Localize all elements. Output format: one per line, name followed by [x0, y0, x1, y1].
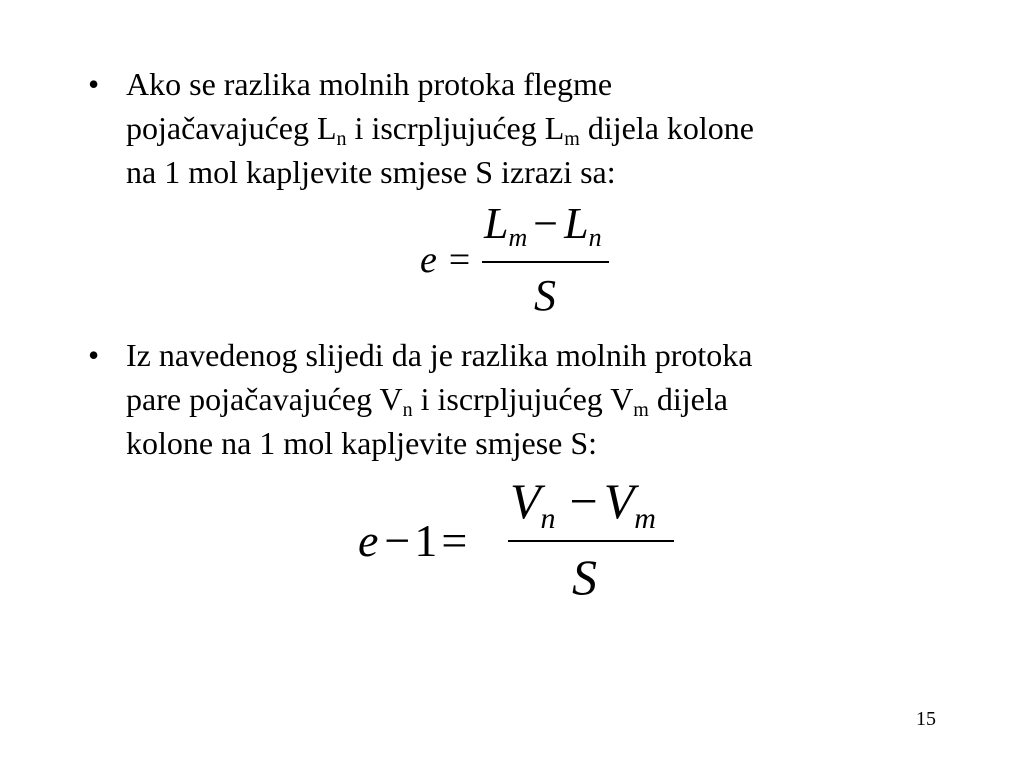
equation-2-numerator	[510, 472, 656, 535]
subscript-m: m	[633, 399, 649, 421]
subscript-n: n	[588, 223, 602, 252]
bullet-2-line-2	[126, 377, 926, 421]
symbol-V: V	[603, 473, 635, 529]
equation-2	[356, 472, 686, 612]
bullet-2-line-1: Iz navedenog slijedi da je razlika molnih protoka	[126, 337, 753, 373]
bullet-2-line-3: kolone na 1 mol kapljevite smjese S:	[126, 425, 598, 461]
equation-2-denominator: S	[572, 549, 597, 605]
subscript-m: m	[508, 223, 528, 252]
symbol-V: V	[510, 473, 541, 529]
subscript-m: m	[634, 502, 656, 535]
text-fragment: pare pojačavajućeg V	[126, 381, 403, 417]
lhs-operators: −1=	[384, 515, 472, 566]
text-fragment: pojačavajućeg L	[126, 110, 337, 146]
text-fragment: i iscrpljujućeg L	[346, 110, 565, 146]
minus-sign: −	[533, 199, 559, 248]
equation-1-lhs: e =	[420, 239, 473, 281]
bullet-marker: •	[88, 337, 100, 373]
equation-1-numerator	[484, 198, 602, 252]
bullet-1-line-2	[126, 106, 926, 150]
text-fragment: dijela kolone	[579, 110, 754, 146]
subscript-m: m	[564, 128, 580, 150]
bullet-1-line-1: Ako se razlika molnih protoka flegme	[126, 66, 613, 102]
symbol-e: e	[358, 515, 379, 566]
equation-1-denominator: S	[534, 271, 556, 320]
fraction-bar	[508, 540, 674, 542]
equation-2-lhs	[358, 514, 471, 567]
equation-1	[418, 200, 618, 325]
text-fragment: dijela	[648, 381, 728, 417]
bullet-1-line-3: na 1 mol kapljevite smjese S izrazi sa:	[126, 154, 616, 190]
subscript-n: n	[540, 502, 556, 535]
symbol-L: L	[484, 199, 509, 248]
bullet-1-text	[126, 62, 926, 194]
subscript-n: n	[336, 128, 347, 150]
subscript-n: n	[402, 399, 413, 421]
fraction-bar	[482, 261, 609, 263]
symbol-L: L	[564, 199, 589, 248]
minus-sign: −	[569, 473, 598, 529]
bullet-2-text	[126, 333, 926, 465]
bullet-marker: •	[88, 66, 100, 102]
page-number: 15	[916, 708, 936, 730]
text-fragment: i iscrpljujućeg V	[412, 381, 634, 417]
